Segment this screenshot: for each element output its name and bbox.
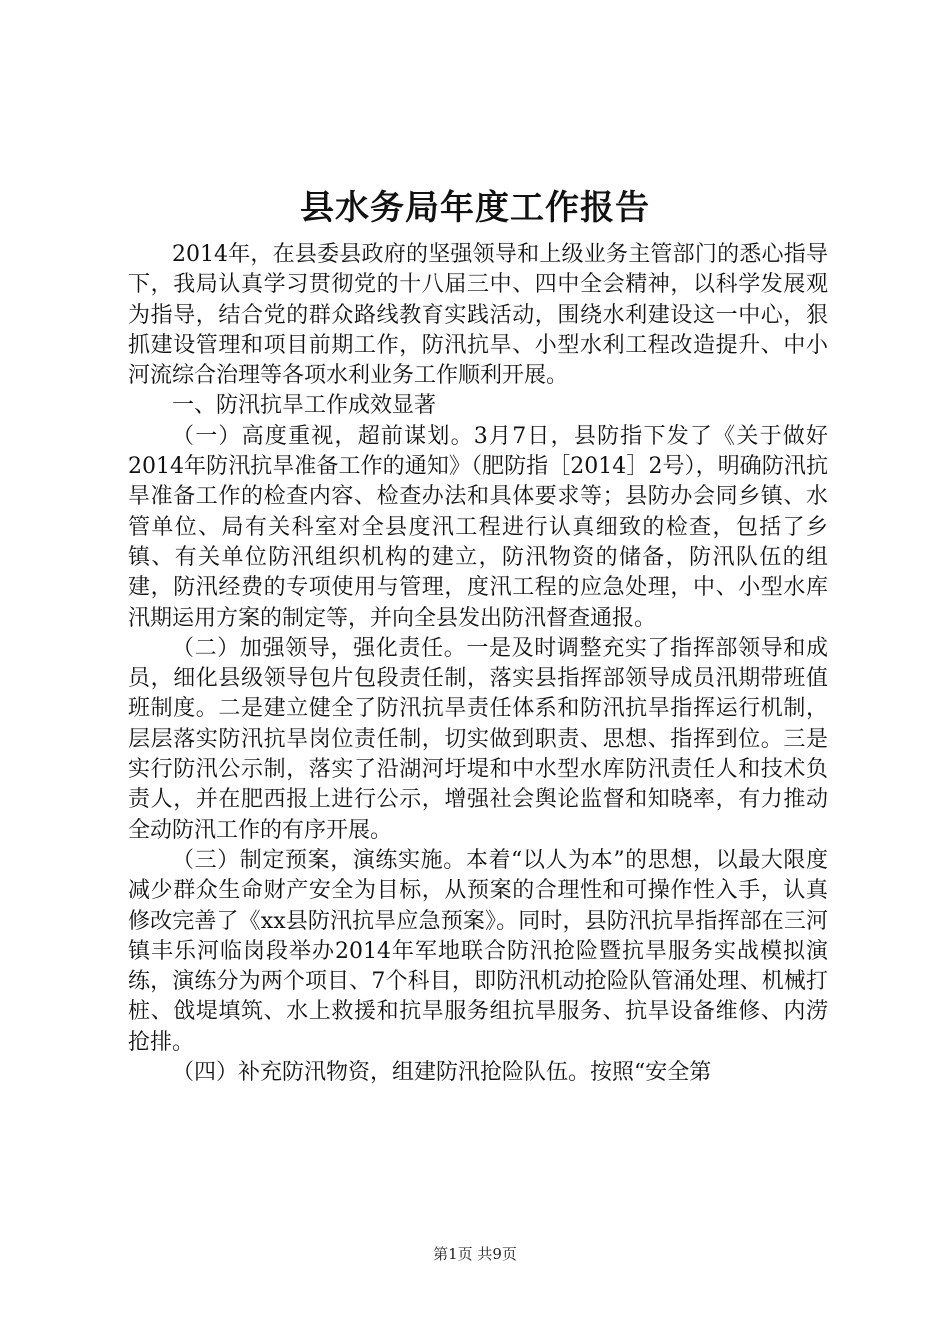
- page-number-footer: 第1页 共9页: [433, 1245, 517, 1263]
- paragraph-item-1: （一）高度重视，超前谋划。3月7日，县防指下发了《关于做好2014年防汛抗旱准备工作的通知》（肥防指［2014］2号），明确防汛抗旱准备工作的检查内容、检查办法和具体要求等；县防办会同乡镇、水管单位、局有关科室对全县度汛工程进行认真细致的检查，包括了乡镇、有关单位防汛组织机构的建立，防汛物资的储备，防汛队伍的组建，防汛经费的专项使用与管理，度汛工程的应急处理，中、小型水库汛期运用方案的制定等，并向全县发出防汛督查通报。: [128, 423, 828, 631]
- paragraph-item-3: （三）制定预案，演练实施。本着“以人为本”的思想，以最大限度减少群众生命财产安全为目标，从预案的合理性和可操作性入手，认真修改完善了《xx县防汛抗旱应急预案》。同时，县防汛抗旱指挥部在三河镇丰乐河临岗段举办2014年军地联合防汛抢险暨抗旱服务实战模拟演练，演练分为两个项目、7个科目，即防汛机动抢险队管涌处理、机械打桩、戗堤填筑、水上救援和抗旱服务组抗旱服务、抗旱设备维修、内涝抢排。: [128, 847, 828, 1055]
- document-body: [128, 240, 828, 1088]
- paragraph-item-4: （四）补充防汛物资，组建防汛抢险队伍。按照“安全第: [172, 1060, 712, 1086]
- section-heading: 一、防汛抗旱工作成效显著: [172, 393, 437, 419]
- paragraph-intro: 2014年，在县委县政府的坚强领导和上级业务主管部门的悉心指导下，我局认真学习贯彻党的十八届三中、四中全会精神，以科学发展观为指导，结合党的群众路线教育实践活动，围绕水利建设这一中心，狠抓建设管理和项目前期工作，防汛抗旱、小型水利工程改造提升、中小河流综合治理等各项水利业务工作顺利开展。: [128, 242, 828, 389]
- document-title: 县水务局年度工作报告: [300, 188, 650, 228]
- paragraph-item-2: （二）加强领导，强化责任。一是及时调整充实了指挥部领导和成员，细化县级领导包片包段责任制，落实县指挥部领导成员汛期带班值班制度。二是建立健全了防汛抗旱责任体系和防汛抗旱指挥运行机制，层层落实防汛抗旱岗位责任制，切实做到职责、思想、指挥到位。三是实行防汛公示制，落实了沿湖河圩堤和中水型水库防汛责任人和技术负责人，并在肥西报上进行公示，增强社会舆论监督和知晓率，有力推动全动防汛工作的有序开展。: [128, 635, 828, 843]
